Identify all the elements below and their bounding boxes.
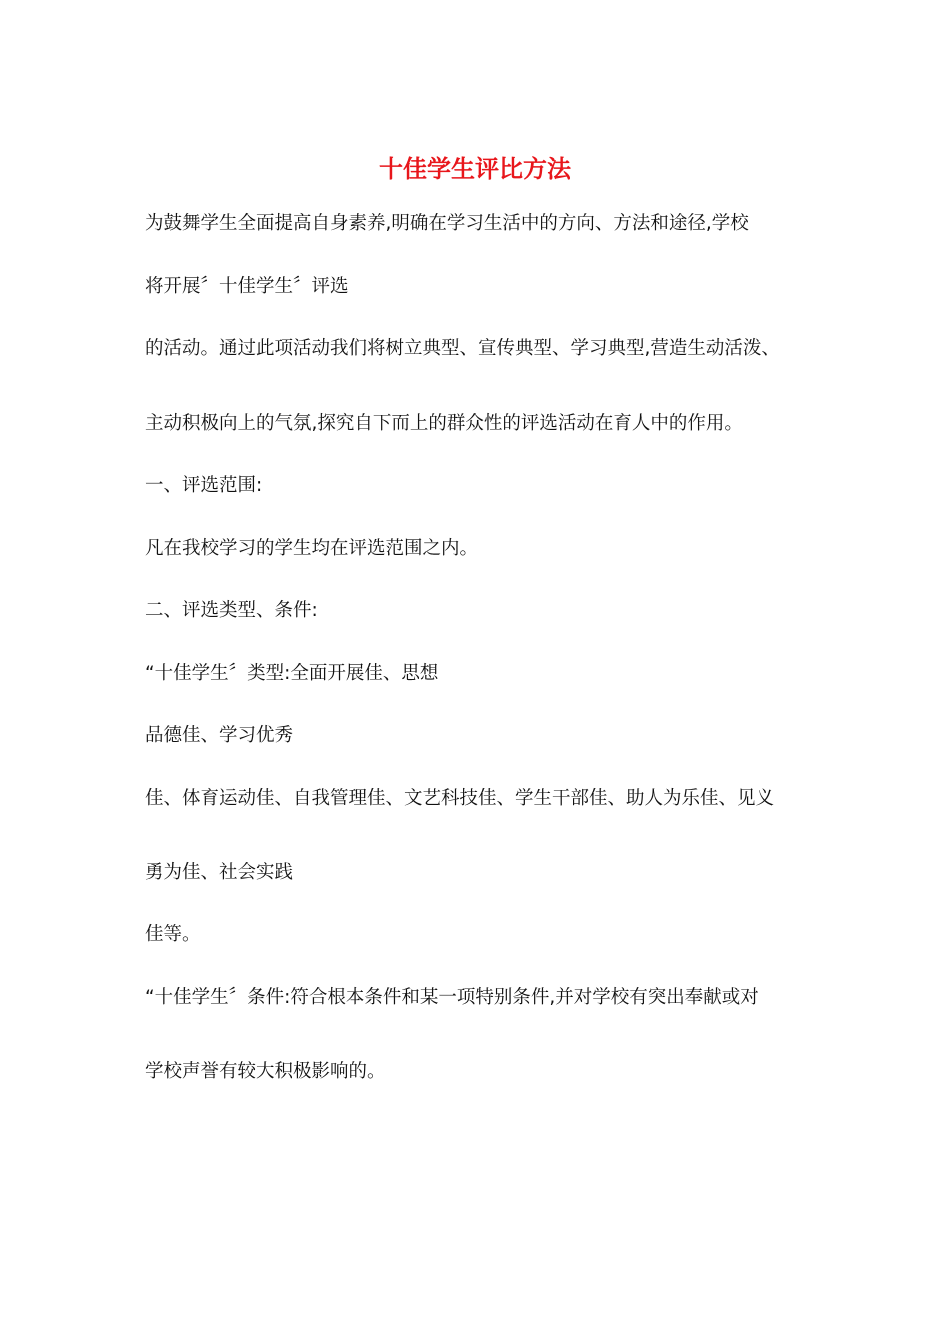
paragraph-line-scope: 凡在我校学习的学生均在评选范围之内。	[145, 538, 479, 559]
document-title: 十佳学生评比方法	[379, 154, 571, 183]
paragraph-line-intro-4: 主动积极向上的气氛,探究自下而上的群众性的评选活动在育人中的作用。	[145, 413, 743, 434]
paragraph-line-types-1: “十佳学生〞类型:全面开展佳、思想	[145, 663, 439, 684]
paragraph-line-types-3: 佳、体育运动佳、自我管理佳、文艺科技佳、学生干部佳、助人为乐佳、见义	[145, 788, 775, 809]
section-heading-scope: 一、评选范围:	[145, 475, 263, 496]
paragraph-line-intro-2: 将开展〞十佳学生〞评选	[145, 276, 349, 297]
paragraph-line-types-2: 品德佳、学习优秀	[145, 725, 294, 746]
paragraph-line-intro-3: 的活动。通过此项活动我们将树立典型、宣传典型、学习典型,营造生动活泼、	[145, 338, 780, 359]
paragraph-line-intro-1: 为鼓舞学生全面提高自身素养,明确在学习生活中的方向、方法和途径,学校	[145, 213, 749, 234]
paragraph-line-conditions-1: “十佳学生〞条件:符合根本条件和某一项特别条件,并对学校有突出奉献或对	[145, 987, 759, 1008]
paragraph-line-conditions-2: 学校声誉有较大积极影响的。	[145, 1061, 386, 1082]
paragraph-line-types-5: 佳等。	[145, 924, 201, 945]
section-heading-types: 二、评选类型、条件:	[145, 600, 318, 621]
paragraph-line-types-4: 勇为佳、社会实践	[145, 862, 294, 883]
